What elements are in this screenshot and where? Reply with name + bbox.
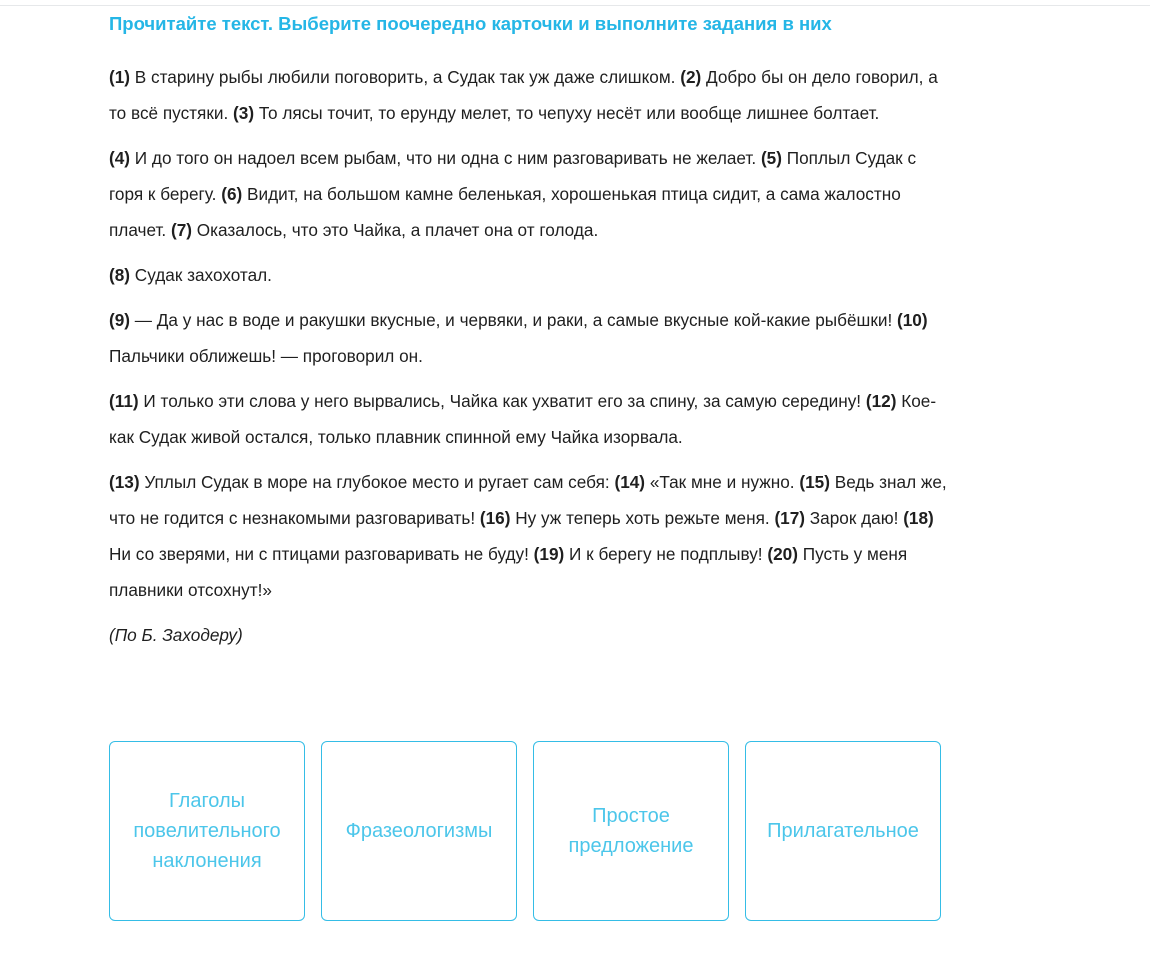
task-cards (109, 741, 941, 921)
sentence-text: Уплыл Судак в море на глубокое место и ругает сам себя: (144, 472, 610, 492)
sentence-text: Ведь знал же, что не годится с незнакомыми разговаривать! (109, 472, 947, 528)
card-label: Фразеологизмы (345, 820, 493, 842)
sentence-number: (10) (897, 310, 928, 330)
paragraph (109, 59, 949, 131)
sentence-number: (8) (109, 265, 131, 285)
paragraph (109, 383, 949, 455)
sentence-number: (18) (903, 508, 934, 528)
source-attribution: (По Б. Заходеру) (109, 625, 243, 645)
sentence-text: — Да у нас в воде и ракушки вкусные, и червяки, и раки, а самые вкусные кой-какие рыбёшки! (134, 310, 893, 330)
card-phraseologisms[interactable] (321, 741, 517, 921)
sentence-text: «Так мне и нужно. (649, 472, 795, 492)
sentence-number: (11) (109, 391, 139, 411)
sentence-number: (1) (109, 67, 131, 87)
paragraph (109, 257, 949, 293)
sentence-text: И к берегу не подплыву! (569, 544, 763, 564)
sentence-text: Поплыл Судак с горя к берегу. (109, 148, 917, 204)
sentence-text: Видит, на большом камне беленькая, хорошенькая птица сидит, а сама жалостно плачет. (109, 184, 901, 240)
sentence-number: (20) (767, 544, 798, 564)
sentence-text: То лясы точит, то ерунду мелет, то чепуху несёт или вообще лишнее болтает. (258, 103, 880, 123)
sentence-text: Пальчики оближешь! — проговорил он. (109, 346, 423, 366)
paragraph (109, 464, 949, 608)
sentence-text: И до того он надоел всем рыбам, что ни одна с ним разговаривать не желает. (134, 148, 757, 168)
sentence-number: (6) (221, 184, 243, 204)
top-divider (0, 5, 1150, 6)
card-simple-sentence[interactable] (533, 741, 729, 921)
card-label: Прилагательное (767, 820, 919, 842)
card-label: Глаголы повелительного наклонения (133, 790, 281, 872)
sentence-text: Ну уж теперь хоть режьте меня. (515, 508, 770, 528)
sentence-text: Пусть у меня плавники отсохнут!» (109, 544, 908, 600)
sentence-text: Добро бы он дело говорил, а то всё пустяки. (109, 67, 938, 123)
sentence-number: (15) (799, 472, 830, 492)
sentence-text: Оказалось, что это Чайка, а плачет она от голода. (196, 220, 599, 240)
paragraph (109, 140, 949, 248)
sentence-number: (2) (680, 67, 702, 87)
sentence-text: Ни со зверями, ни с птицами разговаривать не буду! (109, 544, 529, 564)
sentence-text: Зарок даю! (809, 508, 899, 528)
sentence-number: (13) (109, 472, 140, 492)
instruction-heading: Прочитайте текст. Выберите поочередно карточки и выполните задания в них (109, 13, 832, 34)
card-imperative-verbs[interactable] (109, 741, 305, 921)
sentence-number: (12) (865, 391, 897, 411)
story-text (109, 59, 949, 608)
sentence-number: (19) (533, 544, 565, 564)
sentence-text: И только эти слова у него вырвались, Чайка как ухватит его за спину, за самую середину! (143, 391, 862, 411)
sentence-number: (3) (233, 103, 255, 123)
sentence-text: В старину рыбы любили поговорить, а Судак так уж даже слишком. (134, 67, 676, 87)
paragraph (109, 302, 949, 374)
sentence-number: (9) (109, 310, 131, 330)
sentence-number: (4) (109, 148, 131, 168)
sentence-number: (7) (170, 220, 192, 240)
sentence-text: Кое-как Судак живой остался, только плавник спинной ему Чайка изорвала. (109, 391, 937, 447)
sentence-text: Судак захохотал. (134, 265, 272, 285)
text-content (109, 11, 949, 653)
sentence-number: (14) (614, 472, 646, 492)
sentence-number: (16) (479, 508, 511, 528)
sentence-number: (5) (760, 148, 782, 168)
sentence-number: (17) (774, 508, 806, 528)
card-adjective[interactable] (745, 741, 941, 921)
card-label: Простое предложение (568, 805, 694, 857)
